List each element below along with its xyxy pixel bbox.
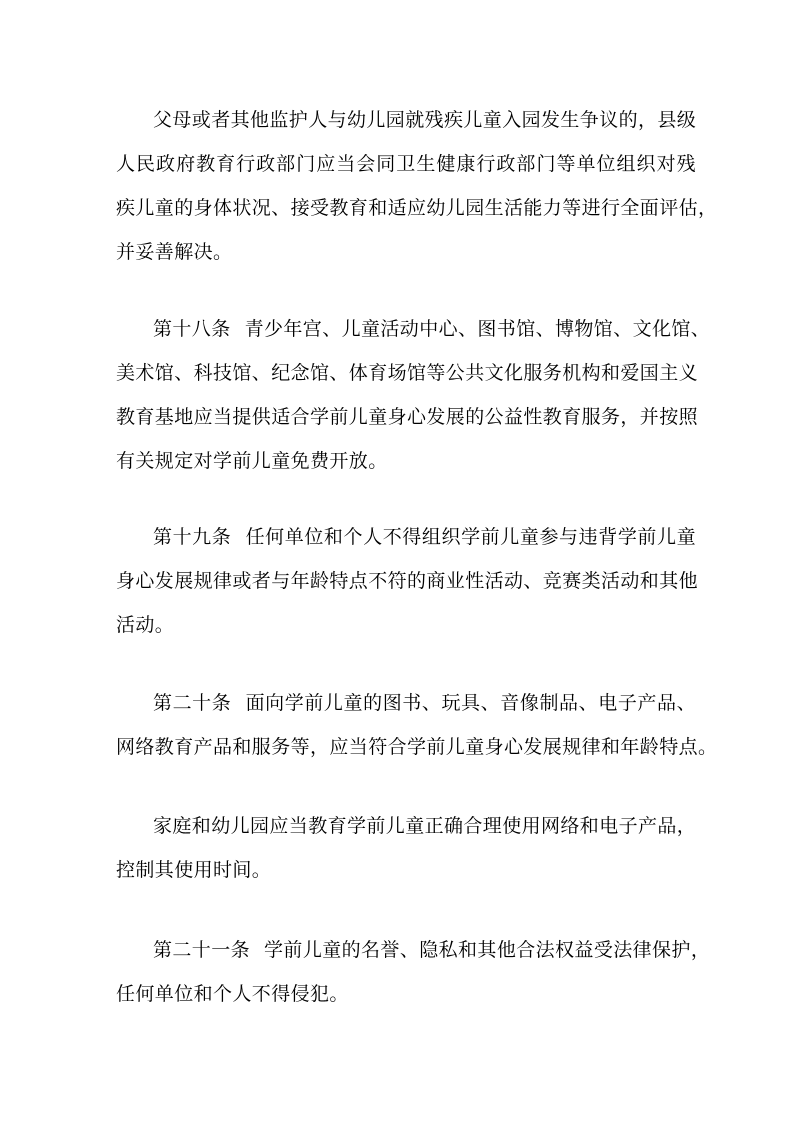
paragraph-line: 教育基地应当提供适合学前儿童身心发展的公益性教育服务，并按照	[116, 406, 699, 428]
article-text: 青少年宫、儿童活动中心、图书馆、博物馆、文化馆、	[244, 318, 711, 340]
paragraph-line: 并妥善解决。	[116, 241, 233, 263]
paragraph-line: 身心发展规律或者与年龄特点不符的商业性活动、竞赛类活动和其他	[116, 570, 699, 592]
paragraph-line: 任何单位和个人不得侵犯。	[116, 983, 349, 1005]
article-text: 任何单位和个人不得组织学前儿童参与违背学前儿童	[245, 526, 696, 548]
article-19	[116, 515, 699, 647]
paragraph-line: 网络教育产品和服务等，应当符合学前儿童身心发展规律和年龄特点。	[116, 736, 718, 758]
paragraph-line: 活动。	[116, 614, 175, 636]
article-21	[116, 928, 711, 1016]
article-number: 第十八条	[153, 318, 231, 340]
paragraph-line: 父母或者其他监护人与幼儿园就残疾儿童入园发生争议的，县级	[153, 109, 697, 131]
paragraph-line	[116, 928, 711, 972]
paragraph-line	[116, 681, 696, 725]
paragraph-dispute-resolution	[116, 98, 718, 274]
paragraph-line: 控制其使用时间。	[116, 859, 272, 881]
paragraph-line: 人民政府教育行政部门应当会同卫生健康行政部门等单位组织对残	[116, 153, 696, 175]
paragraph-line: 美术馆、科技馆、纪念馆、体育场馆等公共文化服务机构和爱国主义	[116, 362, 699, 384]
paragraph-family-guidance	[116, 804, 696, 892]
article-number: 第二十条	[153, 692, 232, 714]
article-18	[116, 307, 711, 483]
paragraph-line: 家庭和幼儿园应当教育学前儿童正确合理使用网络和电子产品，	[153, 815, 697, 837]
article-text: 学前儿童的名誉、隐私和其他合法权益受法律保护，	[264, 939, 711, 961]
paragraph-line: 有关规定对学前儿童免费开放。	[116, 450, 388, 472]
paragraph-line	[116, 515, 696, 559]
article-number: 第十九条	[153, 526, 232, 548]
paragraph-line: 疾儿童的身体状况、接受教育和适应幼儿园生活能力等进行全面评估，	[116, 197, 718, 219]
article-20	[116, 681, 718, 769]
paragraph-line	[116, 307, 711, 351]
article-number: 第二十一条	[153, 939, 251, 961]
article-text: 面向学前儿童的图书、玩具、音像制品、电子产品、	[245, 692, 696, 714]
